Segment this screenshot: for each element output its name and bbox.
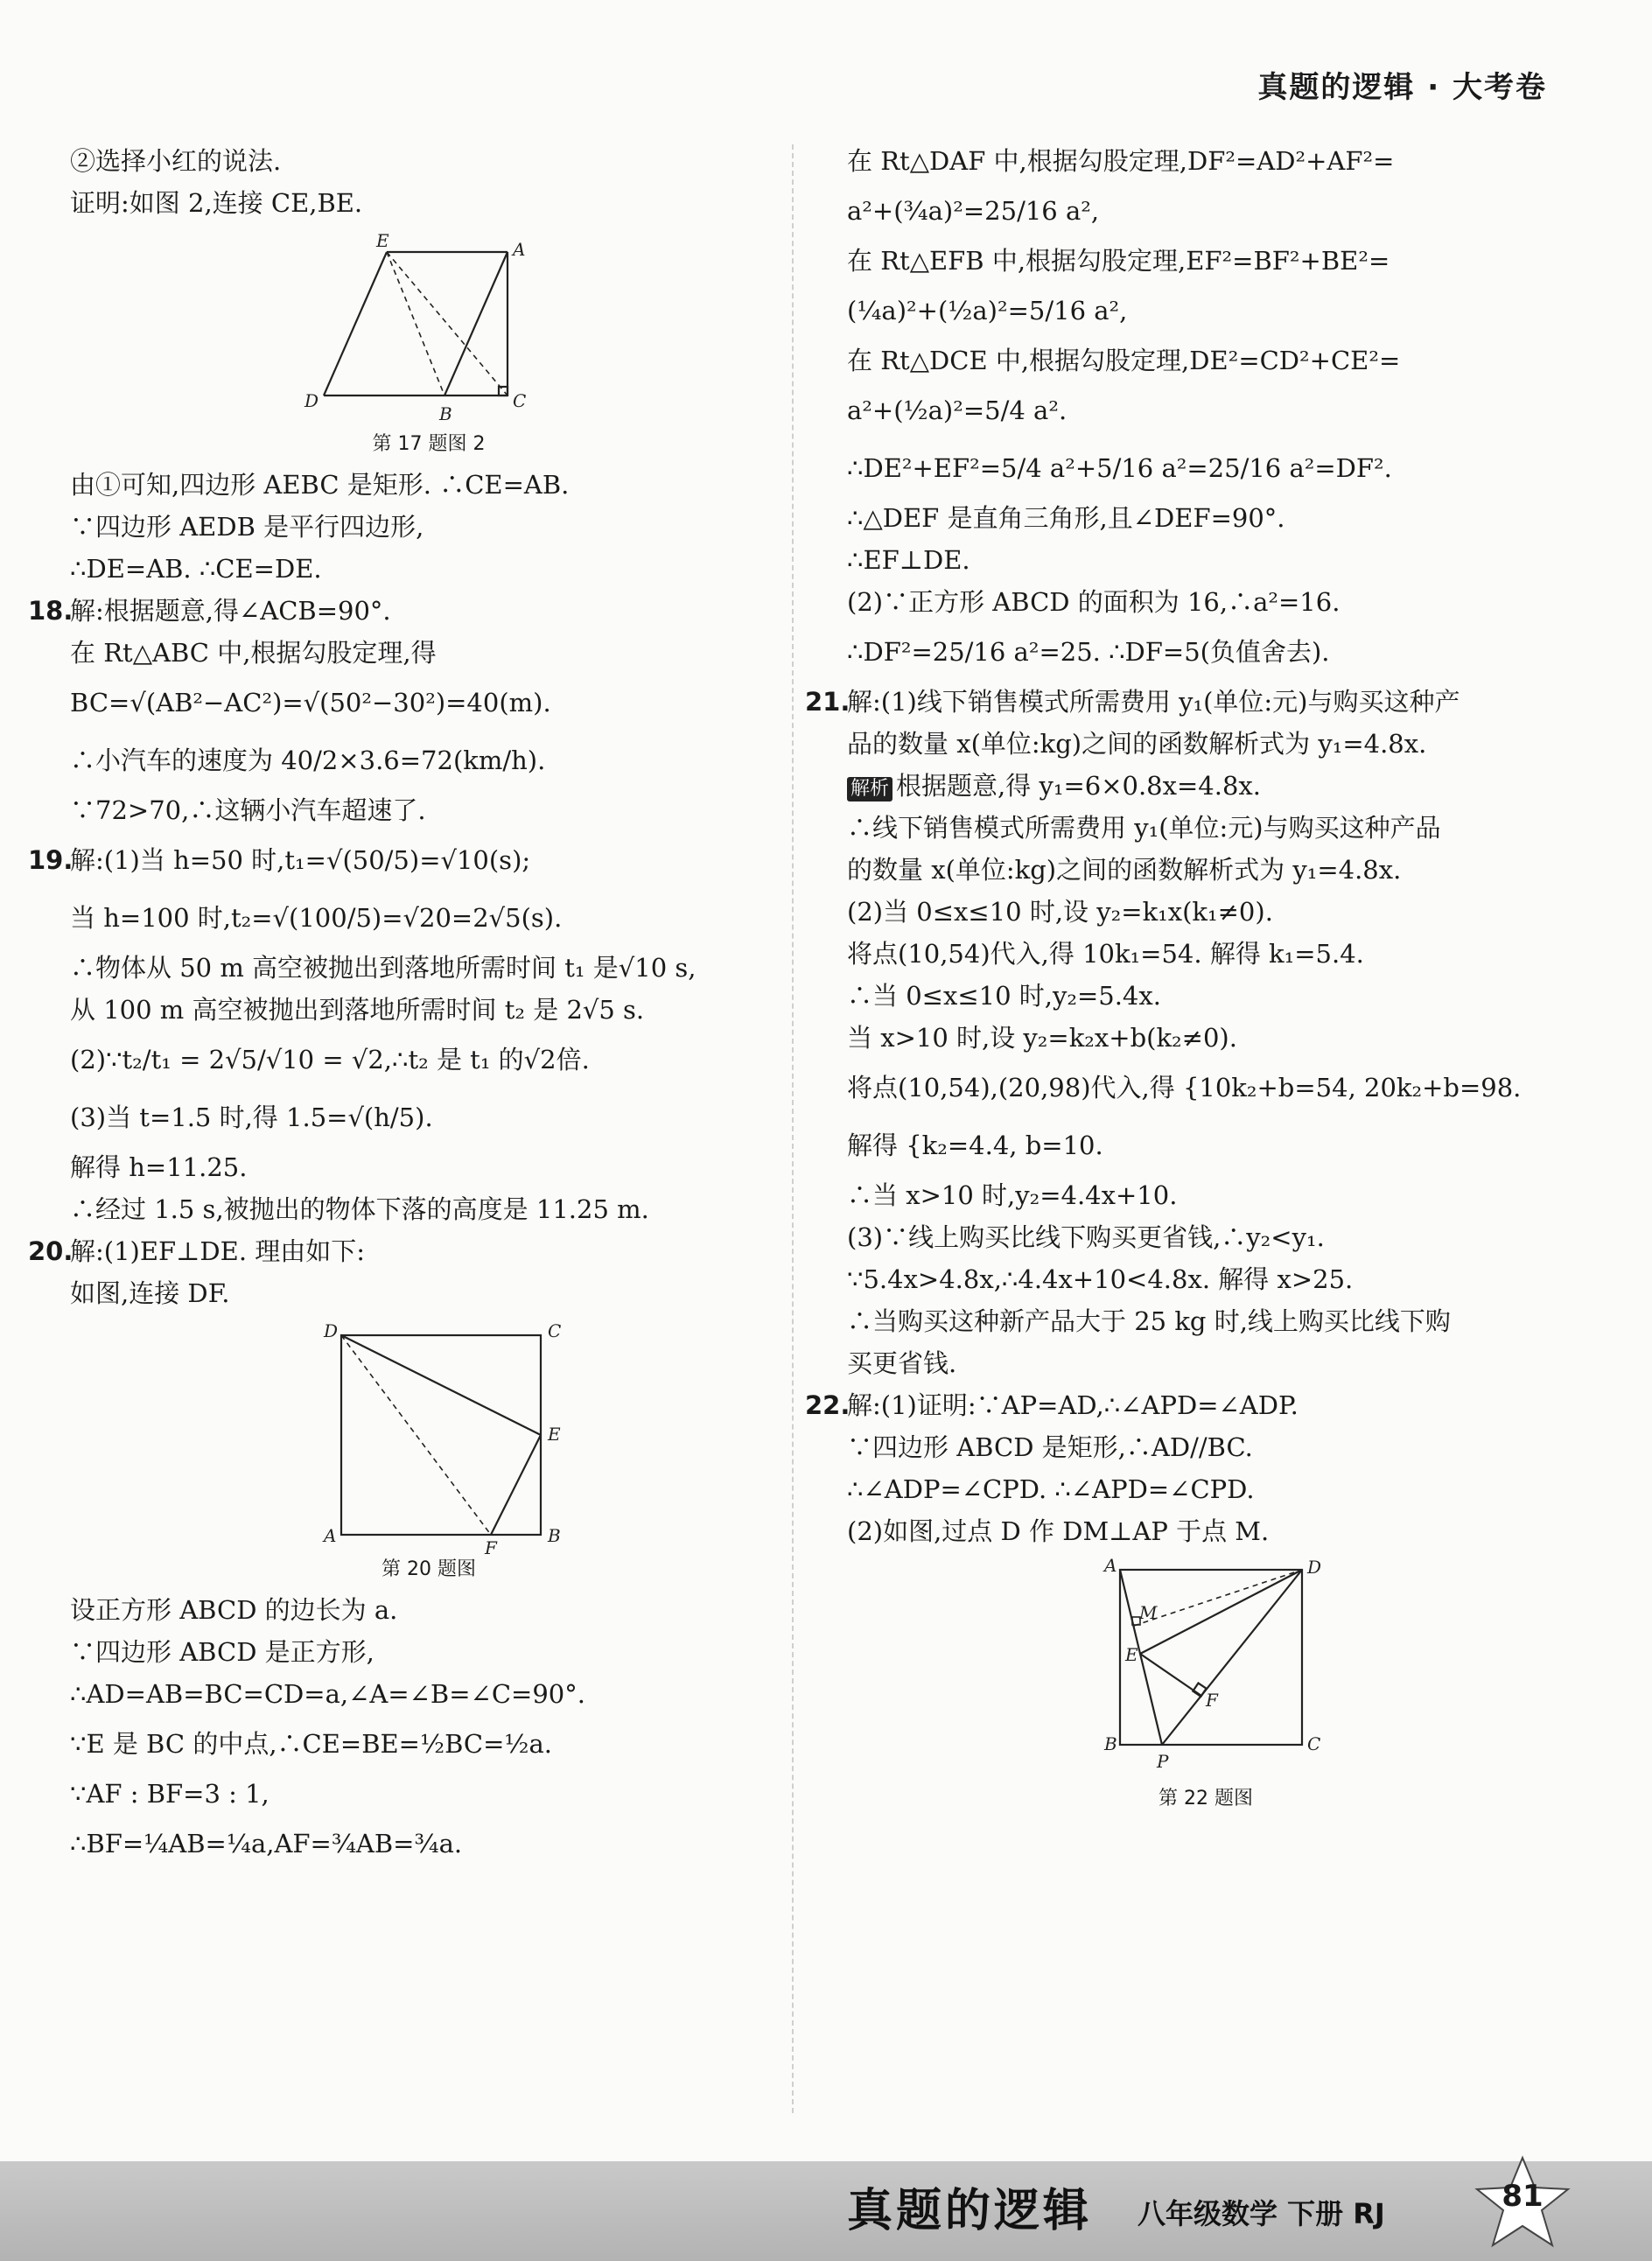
text-line: 当 x>10 时,设 y₂=k₂x+b(k₂≠0). (847, 1023, 1237, 1053)
label-E: E (548, 1424, 561, 1445)
label-A: A (1104, 1556, 1117, 1576)
question-22: 22.解:(1)证明:∵AP=AD,∴∠APD=∠ADP. (847, 1384, 1564, 1426)
text-line: a²+(¾a)²=25/16 a², (847, 196, 1100, 226)
text-line: ∵四边形 AEDB 是平行四边形, (70, 512, 424, 542)
analysis-tag: 解析 (847, 777, 892, 802)
figure-22 (847, 1556, 1564, 1815)
text-line: (3)∵线上购买比线下购买更省钱,∴y₂<y₁. (847, 1222, 1325, 1252)
text-line: 在 Rt△DAF 中,根据勾股定理,DF²=AD²+AF²= (847, 146, 1395, 176)
text-line: 解得 h=11.25. (70, 1152, 248, 1182)
text-line: 从 100 m 高空被抛出到落地所需时间 t₂ 是 2√5 s. (70, 995, 645, 1025)
text-line: 买更省钱. (847, 1348, 957, 1378)
figure-20-diagram (289, 1318, 569, 1554)
text-line: ∴EF⊥DE. (847, 545, 970, 575)
page-number: 81 (1502, 2179, 1544, 2214)
text-line: 设正方形 ABCD 的边长为 a. (70, 1595, 398, 1625)
label-C: C (1307, 1733, 1321, 1754)
text-line: ∵5.4x>4.8x,∴4.4x+10<4.8x. 解得 x>25. (847, 1264, 1354, 1294)
text-line: ∴当 x>10 时,y₂=4.4x+10. (847, 1180, 1178, 1210)
label-P: P (1157, 1751, 1169, 1772)
label-B: B (548, 1525, 561, 1546)
text-line: (3)当 t=1.5 时,得 1.5=√(h/5). (70, 1102, 433, 1132)
text-line: ∵四边形 ABCD 是矩形,∴AD//BC. (847, 1432, 1253, 1462)
text-line: ∴小汽车的速度为 40/2×3.6=72(km/h). (70, 746, 546, 775)
question-number: 19. (28, 845, 74, 875)
question-20: 20.解:(1)EF⊥DE. 理由如下: (70, 1230, 788, 1272)
label-C: C (548, 1320, 562, 1341)
question-number: 22. (805, 1390, 850, 1420)
text-line: 品的数量 x(单位:kg)之间的函数解析式为 y₁=4.8x. (847, 729, 1427, 759)
question-18: 18.解:根据题意,得∠ACB=90°. (70, 590, 788, 632)
question-number: 21. (805, 687, 850, 717)
label-E: E (376, 230, 389, 251)
text-line: ∵AF : BF=3 : 1, (70, 1779, 270, 1809)
text-line: (2)∵正方形 ABCD 的面积为 16,∴a²=16. (847, 587, 1340, 617)
text-line: (2)如图,过点 D 作 DM⊥AP 于点 M. (847, 1516, 1270, 1546)
figure-17-caption: 第 17 题图 2 (372, 433, 486, 455)
right-column (805, 140, 1564, 1818)
question-21: 21.解:(1)线下销售模式所需费用 y₁(单位:元)与购买这种产 (847, 681, 1564, 723)
text-line: 将点(10,54)代入,得 10k₁=54. 解得 k₁=5.4. (847, 939, 1364, 969)
footer-subtitle: 八年级数学 下册 RJ (1138, 2197, 1385, 2230)
text-line: ∴线下销售模式所需费用 y₁(单位:元)与购买这种产品 (847, 813, 1441, 843)
text-line: ∴经过 1.5 s,被抛出的物体下落的高度是 11.25 m. (70, 1194, 649, 1224)
question-19: 19.解:(1)当 h=50 时,t₁=√(50/5)=√10(s); (70, 831, 788, 889)
figure-17-2 (70, 228, 788, 460)
label-D: D (324, 1320, 339, 1341)
text-line: ∵72>70,∴这辆小汽车超速了. (70, 795, 426, 825)
label-D: D (304, 390, 319, 411)
label-M: M (1139, 1602, 1158, 1623)
label-B: B (1104, 1733, 1117, 1754)
text-line: 解析 根据题意,得 y₁=6×0.8x=4.8x. (847, 765, 1564, 807)
text-line: (¼a)²+(½a)²=5/16 a², (847, 296, 1128, 326)
label-A: A (324, 1525, 337, 1546)
text-line: (2)当 0≤x≤10 时,设 y₂=k₁x(k₁≠0). (847, 897, 1273, 927)
text-line: 证明:如图 2,连接 CE,BE. (70, 188, 363, 218)
text-line: ∴AD=AB=BC=CD=a,∠A=∠B=∠C=90°. (70, 1679, 585, 1709)
text-line: ∴DE²+EF²=5/4 a²+5/16 a²=25/16 a²=DF². (847, 453, 1392, 483)
text-line: 将点(10,54),(20,98)代入,得 {10k₂+b=54, 20k₂+b=98. (847, 1073, 1522, 1102)
question-number: 18. (28, 596, 74, 626)
label-E: E (1125, 1644, 1138, 1665)
text-line: 解得 {k₂=4.4, b=10. (847, 1130, 1103, 1160)
page-footer-band (0, 2161, 1652, 2261)
label-D: D (1307, 1557, 1322, 1578)
label-C: C (513, 390, 527, 411)
text-line: ∴当 0≤x≤10 时,y₂=5.4x. (847, 981, 1161, 1011)
text-line: ∴BF=¼AB=¼a,AF=¾AB=¾a. (70, 1829, 463, 1858)
text-line: (2)∵t₂/t₁ = 2√5/√10 = √2,∴t₂ 是 t₁ 的√2倍. (70, 1045, 590, 1074)
column-divider (792, 144, 794, 2113)
figure-17-diagram (289, 228, 569, 429)
text-line: ∴DE=AB. ∴CE=DE. (70, 554, 322, 584)
figure-20 (70, 1318, 788, 1586)
label-B: B (439, 403, 452, 424)
figure-22-diagram (1074, 1556, 1337, 1783)
text-line: 在 Rt△ABC 中,根据勾股定理,得 (70, 638, 437, 668)
text-line: ∴△DEF 是直角三角形,且∠DEF=90°. (847, 503, 1285, 533)
label-F: F (485, 1537, 497, 1554)
text-line: a²+(½a)²=5/4 a². (847, 396, 1068, 425)
text-line: 当 h=100 时,t₂=√(100/5)=√20=2√5(s). (70, 903, 563, 933)
text-line: ②选择小红的说法. (70, 146, 282, 176)
text-line: ∵E 是 BC 的中点,∴CE=BE=½BC=½a. (70, 1729, 553, 1759)
text-line: 的数量 x(单位:kg)之间的函数解析式为 y₁=4.8x. (847, 855, 1402, 885)
figure-22-caption: 第 22 题图 (1158, 1788, 1253, 1810)
page-header-title: 真题的逻辑 · 大考卷 (1257, 70, 1547, 105)
text-line: BC=√(AB²−AC²)=√(50²−30²)=40(m). (70, 688, 551, 718)
text-line: ∴DF²=25/16 a²=25. ∴DF=5(负值舍去). (847, 637, 1330, 667)
text-line: 如图,连接 DF. (70, 1278, 230, 1308)
text-line: ∴物体从 50 m 高空被抛出到落地所需时间 t₁ 是√10 s, (70, 953, 696, 983)
question-number: 20. (28, 1236, 74, 1266)
text-line: ∴当购买这种新产品大于 25 kg 时,线上购买比线下购 (847, 1306, 1451, 1336)
text-line: 由①可知,四边形 AEBC 是矩形. ∴CE=AB. (70, 470, 570, 500)
text-line: 在 Rt△EFB 中,根据勾股定理,EF²=BF²+BE²= (847, 246, 1390, 276)
footer-brand: 真题的逻辑 (847, 2185, 1093, 2237)
label-A: A (513, 239, 526, 260)
text-line: 在 Rt△DCE 中,根据勾股定理,DE²=CD²+CE²= (847, 346, 1401, 375)
left-column (28, 140, 788, 1872)
figure-20-caption: 第 20 题图 (382, 1558, 476, 1580)
label-F: F (1206, 1690, 1218, 1711)
text-line: ∵四边形 ABCD 是正方形, (70, 1637, 374, 1667)
text-line: ∴∠ADP=∠CPD. ∴∠APD=∠CPD. (847, 1474, 1255, 1504)
